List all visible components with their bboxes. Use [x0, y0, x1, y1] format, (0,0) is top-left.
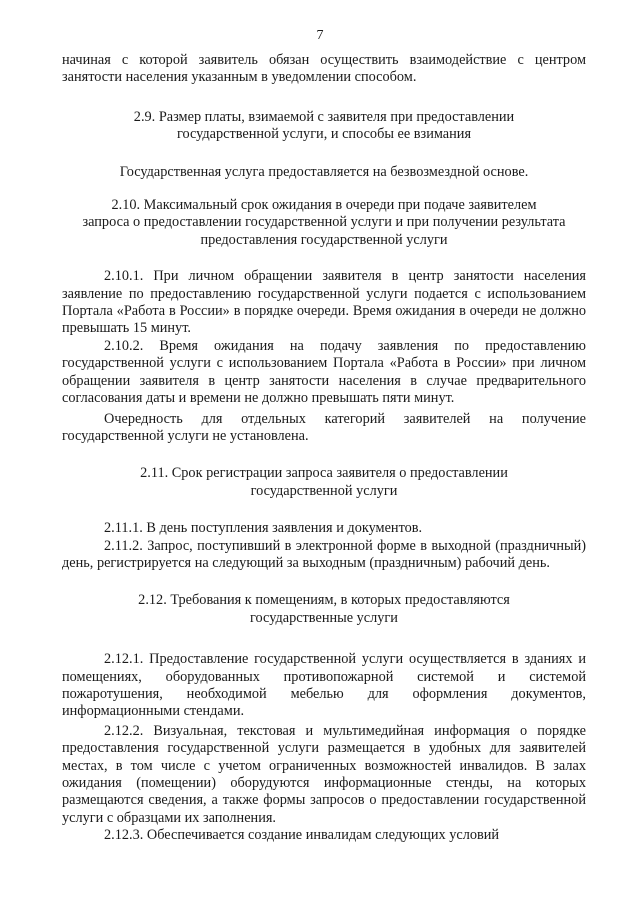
- paragraph-2-10-2: 2.10.2. Время ожидания на подачу заявления по предоставлению государственной услуги с использованием Портала «Работа в России» при личном обращении заявителя в центр занятости населения в случае предварительного согласования даты и времени не должно превышать пяти минут.: [62, 337, 586, 407]
- paragraph-2-12-3: 2.12.3. Обеспечивается создание инвалидам следующих условий: [104, 827, 500, 844]
- section-2-9-text: Государственная услуга предоставляется на безвозмездной основе.: [119, 163, 529, 180]
- section-2-10-heading-line-2: запроса о предоставлении государственной услуги и при получении результата: [82, 214, 566, 231]
- section-2-9-heading: [62, 109, 586, 144]
- paragraph-2-10-1: 2.10.1. При личном обращении заявителя в центр занятости населения заявление по предоставлению государственной услуги подается с использованием Портала «Работа в России» в порядке очереди. Время ожидания в очереди не должно превышать 15 минут.: [62, 268, 586, 337]
- section-2-11-heading-line-1: 2.11. Срок регистрации запроса заявителя о предоставлении: [140, 465, 508, 482]
- section-2-9-heading-line-1: 2.9. Размер платы, взимаемой с заявителя при предоставлении: [133, 108, 515, 125]
- section-2-10-heading: [62, 197, 586, 249]
- section-2-10-heading-line-1: 2.10. Максимальный срок ожидания в очереди при подаче заявителем: [111, 197, 537, 214]
- intro-paragraph: начиная с которой заявитель обязан осуществить взаимодействие с центром занятости населения указанным в уведомлении способом.: [62, 52, 586, 86]
- paragraph-2-10-queue: Очередность для отдельных категорий заявителей на получение государственной услуги не установлена.: [62, 410, 586, 444]
- paragraph-2-12-2: 2.12.2. Визуальная, текстовая и мультимедийная информация о порядке предоставления государственной услуги размещается в удобных для заявителей местах, в том числе с учетом ограниченных возможностей инвалидов. В залах ожидания (помещении) оборудуются информационные стенды, на которых размещаются сведения, а также формы запросов о предоставлении государственной услуги с образцами их заполнения.: [62, 722, 586, 826]
- document-body: [62, 52, 586, 845]
- paragraph-2-12-1: 2.12.1. Предоставление государственной услуги осуществляется в зданиях и помещениях, оборудованных противопожарной системой и системой пожаротушения, необходимой мебелью для оформления документов, информационными стендами.: [62, 651, 586, 720]
- section-2-12-heading-line-2: государственные услуги: [250, 609, 398, 626]
- section-2-10-heading-line-3: предоставления государственной услуги: [200, 231, 448, 248]
- section-2-12-heading-line-1: 2.12. Требования к помещениям, в которых предоставляются: [138, 592, 510, 609]
- section-2-11-heading: [62, 465, 586, 500]
- page-number: 7: [316, 28, 324, 43]
- section-2-12-heading: [62, 592, 586, 627]
- section-2-11-heading-line-2: государственной услуги: [250, 482, 398, 499]
- section-2-9-heading-line-2: государственной услуги, и способы ее взимания: [176, 126, 472, 143]
- paragraph-2-11-2: 2.11.2. Запрос, поступивший в электронной форме в выходной (праздничный) день, регистрируется на следующий за выходным (праздничным) рабочий день.: [62, 537, 586, 571]
- paragraph-2-11-1: 2.11.1. В день поступления заявления и документов.: [104, 520, 423, 537]
